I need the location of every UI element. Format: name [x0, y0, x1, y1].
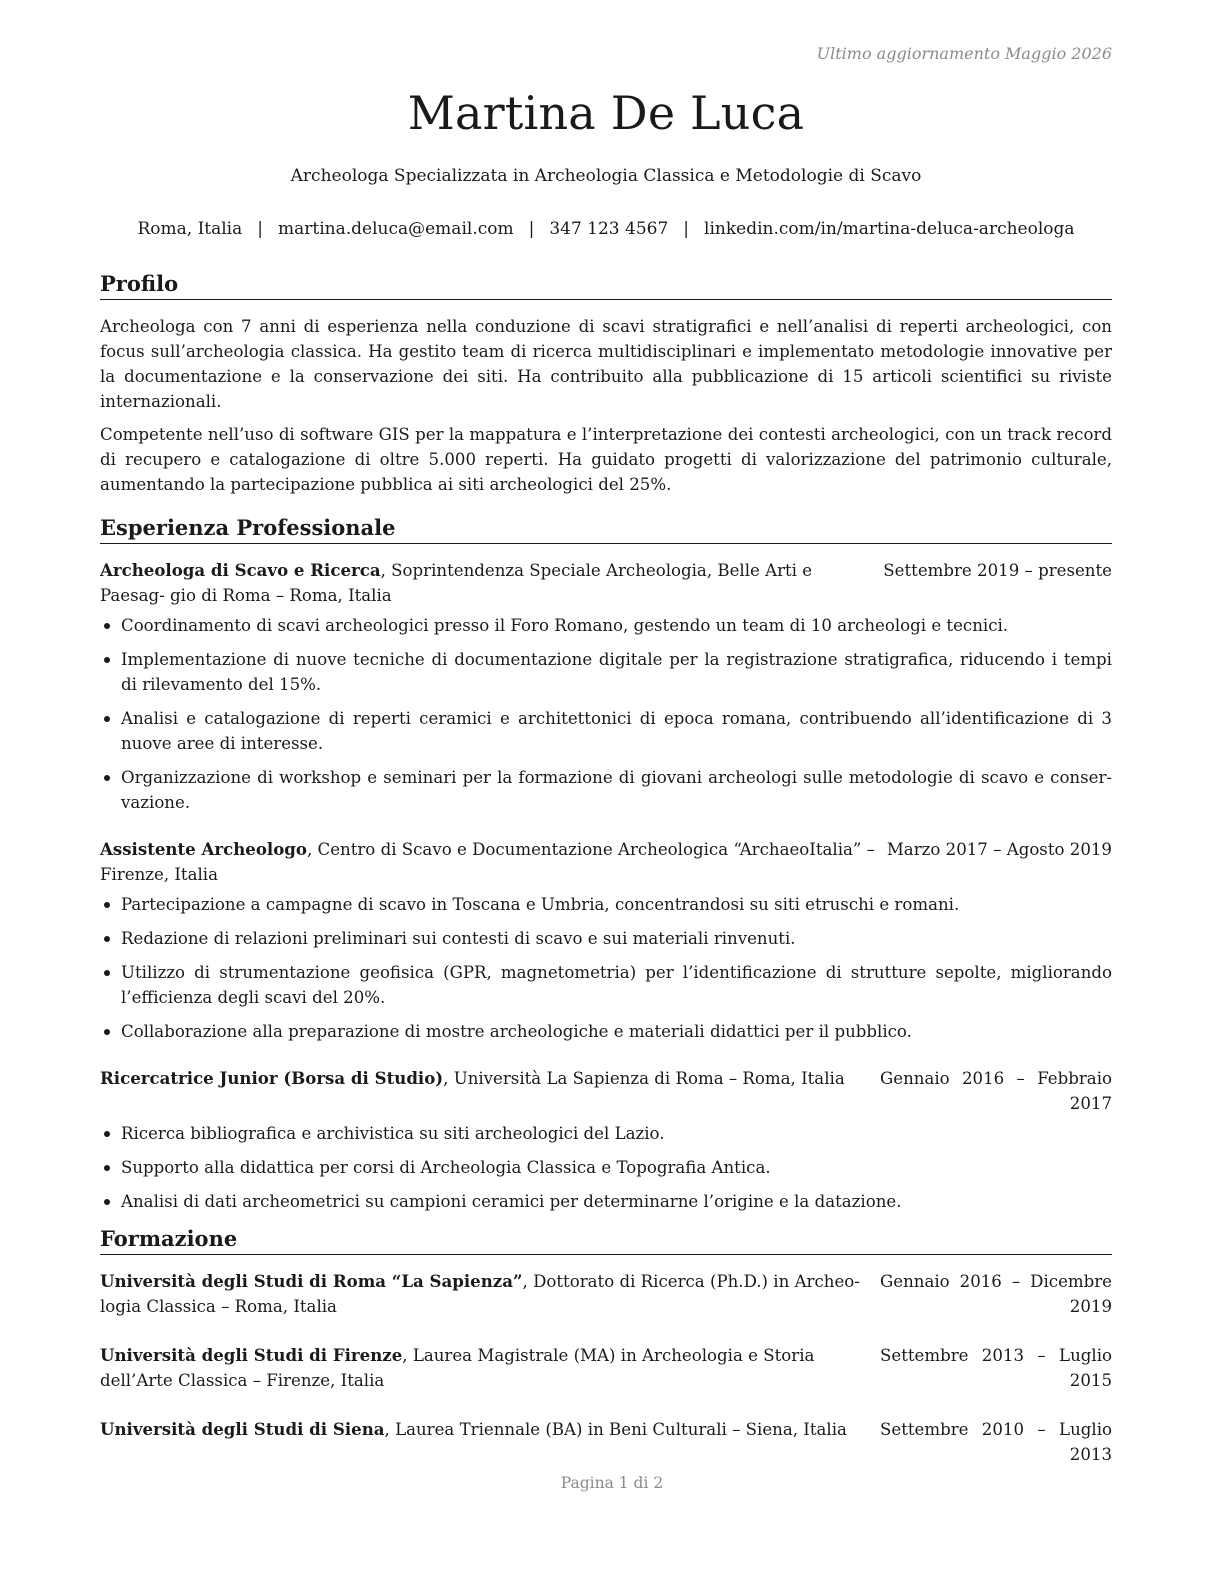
- contact-email[interactable]: martina.deluca@email.com: [278, 219, 514, 239]
- job-dates: Marzo 2017 – Agosto 2019: [886, 840, 1112, 859]
- job-organization: , Centro di Scavo e Documentazione Archeologica “ArchaeoItalia” – Firenze, Italia: [100, 840, 875, 884]
- list-item: Utilizzo di strumentazione geofisica (GPR, magnetometria) per l’identificazione di strutture sepolte, migliorando l’efficienza degli scavi del 20%.: [100, 960, 1112, 1010]
- job-dates: Settembre 2019 – presente: [883, 561, 1112, 580]
- job-header: [100, 837, 1112, 887]
- education-entry: [100, 1417, 1112, 1467]
- education-section: [100, 1225, 1112, 1467]
- job-organization: , Università La Sapienza di Roma – Roma, Italia: [443, 1069, 845, 1088]
- last-updated-note: Ultimo aggiornamento Maggio 2026: [816, 44, 1112, 63]
- contact-separator: |: [257, 219, 263, 239]
- contact-linkedin[interactable]: linkedin.com/in/martina-deluca-archeologa: [704, 219, 1075, 239]
- section-title-profile: Profilo: [100, 270, 1112, 300]
- list-item: Supporto alla didattica per corsi di Archeologia Classica e Topografia Antica.: [100, 1155, 1112, 1180]
- education-degree: , Dottorato di Ricerca (Ph.D.) in Archeo- logia Classica – Roma, Italia: [100, 1272, 860, 1316]
- job-title: Archeologa Specializzata in Archeologia Classica e Metodologie di Scavo: [290, 166, 922, 186]
- list-item: Implementazione di nuove tecniche di documentazione digitale per la registrazione stratigrafica, riducendo i tempi di rilevamento del 15%.: [100, 647, 1112, 697]
- list-item: Redazione di relazioni preliminari sui contesti di scavo e sui materiali rinvenuti.: [100, 926, 1112, 951]
- education-dates: Settembre 2010 – Luglio 2013: [880, 1420, 1112, 1464]
- list-item: Partecipazione a campagne di scavo in Toscana e Umbria, concentrandosi su siti etruschi e romani.: [100, 892, 1112, 917]
- education-degree: , Laurea Magistrale (MA) in Archeologia e Storia dell’Arte Classica – Firenze, Italia: [100, 1346, 815, 1390]
- job-role: Ricercatrice Junior (Borsa di Studio): [100, 1068, 444, 1088]
- job-role: Assistente Archeologo: [100, 839, 307, 859]
- profile-paragraph: Competente nell’uso di software GIS per la mappatura e l’interpretazione dei contesti archeologici, con un track record di recupero e catalogazione di oltre 5.000 reperti. Ha guidato progetti di valorizzazione del patrimonio culturale, aumentando la partecipazione pubblica ai siti archeologici del 25%.: [100, 425, 1112, 494]
- experience-section: [100, 514, 1112, 1214]
- job-bullets: [100, 613, 1112, 815]
- job-entry: [100, 837, 1112, 1044]
- contact-line: [100, 219, 1112, 239]
- contact-separator: |: [683, 219, 690, 239]
- job-role: Archeologa di Scavo e Ricerca: [100, 560, 381, 580]
- education-dates: Gennaio 2016 – Dicembre 2019: [880, 1272, 1112, 1316]
- contact-location: Roma, Italia: [137, 219, 243, 239]
- job-entry: [100, 558, 1112, 815]
- job-bullets: [100, 1121, 1112, 1214]
- list-item: Coordinamento di scavi archeologici presso il Foro Romano, gestendo un team di 10 archeologi e tecnici.: [100, 613, 1112, 638]
- education-school: Università degli Studi di Firenze: [100, 1345, 403, 1365]
- education-entry: [100, 1343, 1112, 1393]
- person-name: Martina De Luca: [407, 86, 805, 140]
- profile-paragraph: Archeologa con 7 anni di esperienza nella conduzione di scavi stratigrafici e nell’analisi di reperti archeologici, con focus sull’archeologia classica. Ha gestito team di ricerca multidisciplinari e implementato metodologie innovative per la documentazione e la conservazione dei siti. Ha contribuito alla pubblicazione di 15 articoli scientifici su riviste internazionali.: [100, 317, 1112, 411]
- job-dates: Gennaio 2016 – Febbraio 2017: [880, 1069, 1112, 1113]
- education-dates: Settembre 2013 – Luglio 2015: [880, 1346, 1112, 1390]
- job-header: [100, 1066, 1112, 1116]
- list-item: Ricerca bibliografica e archivistica su siti archeologici del Lazio.: [100, 1121, 1112, 1146]
- job-organization: , Soprintendenza Speciale Archeologia, Belle Arti e Paesag- gio di Roma – Roma, Italia: [100, 561, 813, 605]
- education-school: Università degli Studi di Siena: [100, 1419, 385, 1439]
- list-item: Collaborazione alla preparazione di mostre archeologiche e materiali didattici per il pubblico.: [100, 1019, 1112, 1044]
- contact-phone[interactable]: 347 123 4567: [549, 219, 669, 239]
- list-item: Analisi di dati archeometrici su campioni ceramici per determinarne l’origine e la datazione.: [100, 1189, 1112, 1214]
- list-item: Analisi e catalogazione di reperti ceramici e architettonici di epoca romana, contribuendo all’identificazione di 3 nuove aree di interesse.: [100, 706, 1112, 756]
- list-item: Organizzazione di workshop e seminari per la formazione di giovani archeologi sulle metodologie di scavo e conser- vazione.: [100, 765, 1112, 815]
- profile-section: [100, 270, 1112, 497]
- job-header: [100, 558, 1112, 608]
- education-degree: , Laurea Triennale (BA) in Beni Culturali – Siena, Italia: [384, 1420, 847, 1439]
- section-title-experience: Esperienza Professionale: [100, 514, 1112, 544]
- education-entry: [100, 1269, 1112, 1319]
- contact-separator: |: [528, 219, 535, 239]
- section-title-education: Formazione: [100, 1225, 1112, 1255]
- education-school: Università degli Studi di Roma “La Sapienza”: [100, 1271, 523, 1291]
- job-bullets: [100, 892, 1112, 1044]
- job-entry: [100, 1066, 1112, 1214]
- page-number: Pagina 1 di 2: [560, 1474, 664, 1492]
